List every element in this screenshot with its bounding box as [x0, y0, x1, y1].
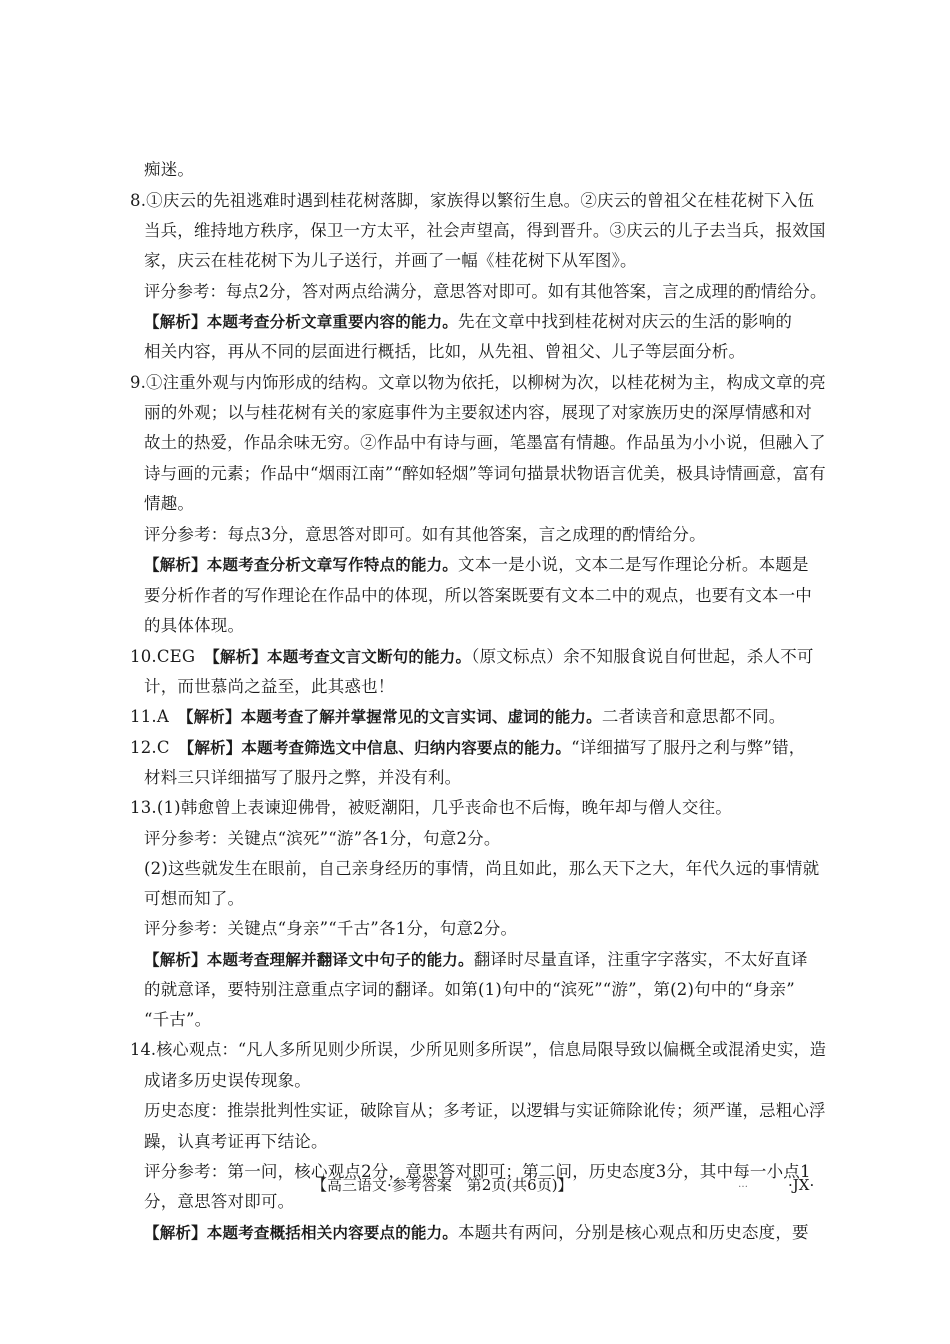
line-text: 材料三只详细描写了服丹之弊，并没有利。 — [144, 768, 462, 787]
line-text: 分，意思答对即可。 — [144, 1192, 295, 1211]
analysis-label: 【解析】本题考查筛选文中信息、归纳内容要点的能力。 — [186, 739, 572, 757]
line-text: 计，而世慕尚之益至，此其惑也！ — [144, 677, 395, 696]
text-line — [144, 854, 819, 884]
line-text: 翻译时尽量直译，注重字字落实，不太好直译 — [473, 950, 808, 969]
line-text: “千古”。 — [144, 1010, 212, 1029]
line-text: （原文标点）余不知服食说自何世起，杀人不可 — [471, 647, 814, 666]
footer-mark: … — [738, 1179, 748, 1190]
line-text: 评分参考：每点2分，答对两点给满分，意思答对即可。如有其他答案，言之成理的酌情给分。 — [144, 282, 827, 301]
line-text: 可想而知了。 — [144, 889, 245, 908]
text-line — [144, 1005, 211, 1035]
text-line — [130, 368, 826, 398]
text-line — [144, 398, 812, 428]
line-text: 情趣。 — [144, 494, 195, 513]
line-text: 14.核心观点：“凡人多所见则少所误，少所见则多所误”，信息局限导致以偏概全或混淆史实，造 — [130, 1040, 827, 1059]
line-text: (2)这些就发生在眼前，自己亲身经历的事情，尚且如此，那么天下之大，年代久远的事情就 — [144, 859, 820, 878]
line-text: 诗与画的元素；作品中“烟雨江南”“醉如轻烟”等词句描景状物语言优美，极具诗情画意，富有 — [144, 464, 826, 483]
text-line — [144, 824, 501, 854]
text-line — [144, 520, 706, 550]
line-text: 要分析作者的写作理论在作品中的体现，所以答案既要有文本二中的观点，也要有文本一中 — [144, 586, 812, 605]
text-line — [144, 1127, 328, 1157]
page-footer — [0, 1170, 950, 1200]
line-text: 评分参考：每点3分，意思答对即可。如有其他答案，言之成理的酌情给分。 — [144, 525, 706, 544]
analysis-label: 【解析】本题考查分析文章重要内容的能力。 — [144, 313, 459, 331]
line-text: 8.①庆云的先祖逃难时遇到桂花树落脚，家族得以繁衍生息。②庆云的曾祖父在桂花树下入伍 — [130, 191, 815, 210]
line-text: 评分参考：第一问，核心观点2分，意思答对即可；第二问，历史态度3分，其中每一小点1 — [144, 1162, 811, 1181]
line-text: 成诸多历史误传现象。 — [144, 1071, 311, 1090]
line-text: 9.①注重外观与内饰形成的结构。文章以物为依托，以柳树为次，以桂花树为主，构成文章的亮 — [130, 373, 826, 392]
text-line — [144, 489, 194, 519]
text-line — [144, 155, 194, 185]
text-line — [130, 793, 732, 823]
line-text: 相关内容，再从不同的层面进行概括，比如，从先祖、曾祖父、儿子等层面分析。 — [144, 342, 746, 361]
line-text: 痴迷。 — [144, 160, 195, 179]
text-line — [144, 246, 637, 276]
analysis-label: 【解析】本题考查概括相关内容要点的能力。 — [144, 1224, 459, 1242]
text-line — [144, 975, 795, 1005]
line-text: “详细描写了服丹之利与弊”错， — [571, 738, 806, 757]
answer-key: 10.CEG — [130, 647, 212, 666]
analysis-label: 【解析】本题考查分析文章写作特点的能力。 — [144, 556, 459, 574]
text-line — [144, 550, 809, 580]
text-line — [144, 884, 244, 914]
text-line — [130, 186, 814, 216]
text-line — [130, 642, 814, 672]
text-line — [144, 914, 517, 944]
line-text: 的就意译，要特别注意重点字词的翻译。如第(1)句中的“滨死”“游”，第(2)句中的“身亲” — [144, 980, 795, 999]
text-line — [144, 1218, 809, 1248]
text-line — [144, 277, 826, 307]
text-line — [144, 307, 792, 337]
line-text: 丽的外观；以与桂花树有关的家庭事件为主要叙述内容，展现了对家族历史的深厚情感和对 — [144, 403, 812, 422]
footer-page-info: 【高三语文·参考答案 第2页(共6页)】 — [312, 1176, 573, 1194]
line-text: 先在文章中找到桂花树对庆云的生活的影响的 — [458, 312, 793, 331]
text-line — [144, 1096, 826, 1126]
text-line — [144, 428, 826, 458]
line-text: 家，庆云在桂花树下为儿子送行，并画了一幅《桂花树下从军图》。 — [144, 251, 637, 270]
line-text: 的具体体现。 — [144, 616, 245, 635]
text-line — [144, 581, 812, 611]
answer-key: 12.C — [130, 738, 187, 757]
answer-key: 11.A — [130, 707, 186, 726]
line-text: 评分参考：关键点“滨死”“游”各1分，句意2分。 — [144, 829, 501, 848]
line-text: 躁，认真考证再下结论。 — [144, 1132, 328, 1151]
line-text: 13.(1)韩愈曾上表谏迎佛骨，被贬潮阳，几乎丧命也不后悔，晚年却与僧人交往。 — [130, 798, 732, 817]
text-line — [130, 1035, 826, 1065]
analysis-label: 【解析】本题考查文言文断句的能力。 — [212, 648, 472, 666]
analysis-label: 【解析】本题考查理解并翻译文中句子的能力。 — [144, 951, 474, 969]
line-text: 评分参考：关键点“身亲”“千古”各1分，句意2分。 — [144, 919, 518, 938]
text-line — [144, 763, 461, 793]
line-text: 故土的热爱，作品余味无穷。②作品中有诗与画，笔墨富有情趣。作品虽为小小说，但融入了 — [144, 433, 826, 452]
text-line — [144, 459, 826, 489]
text-line — [130, 702, 786, 732]
text-line — [130, 733, 806, 763]
text-line — [144, 337, 745, 367]
text-line — [144, 216, 826, 246]
text-line — [144, 945, 808, 975]
line-text: 当兵，维持地方秩序，保卫一方太平，社会声望高，得到晋升。③庆云的儿子去当兵，报效国 — [144, 221, 826, 240]
text-line — [144, 672, 395, 702]
line-text: 历史态度：推崇批判性实证，破除盲从；多考证，以逻辑与实证筛除讹传；须严谨，忌粗心浮 — [144, 1101, 826, 1120]
text-line — [144, 611, 244, 641]
footer-code: ·JX· — [788, 1176, 815, 1194]
analysis-label: 【解析】本题考查了解并掌握常见的文言实词、虚词的能力。 — [185, 708, 602, 726]
text-line — [144, 1066, 311, 1096]
line-text: 二者读音和意思都不同。 — [601, 707, 786, 726]
line-text: 文本一是小说，文本二是写作理论分析。本题是 — [458, 555, 809, 574]
line-text: 本题共有两问，分别是核心观点和历史态度，要 — [458, 1223, 809, 1242]
